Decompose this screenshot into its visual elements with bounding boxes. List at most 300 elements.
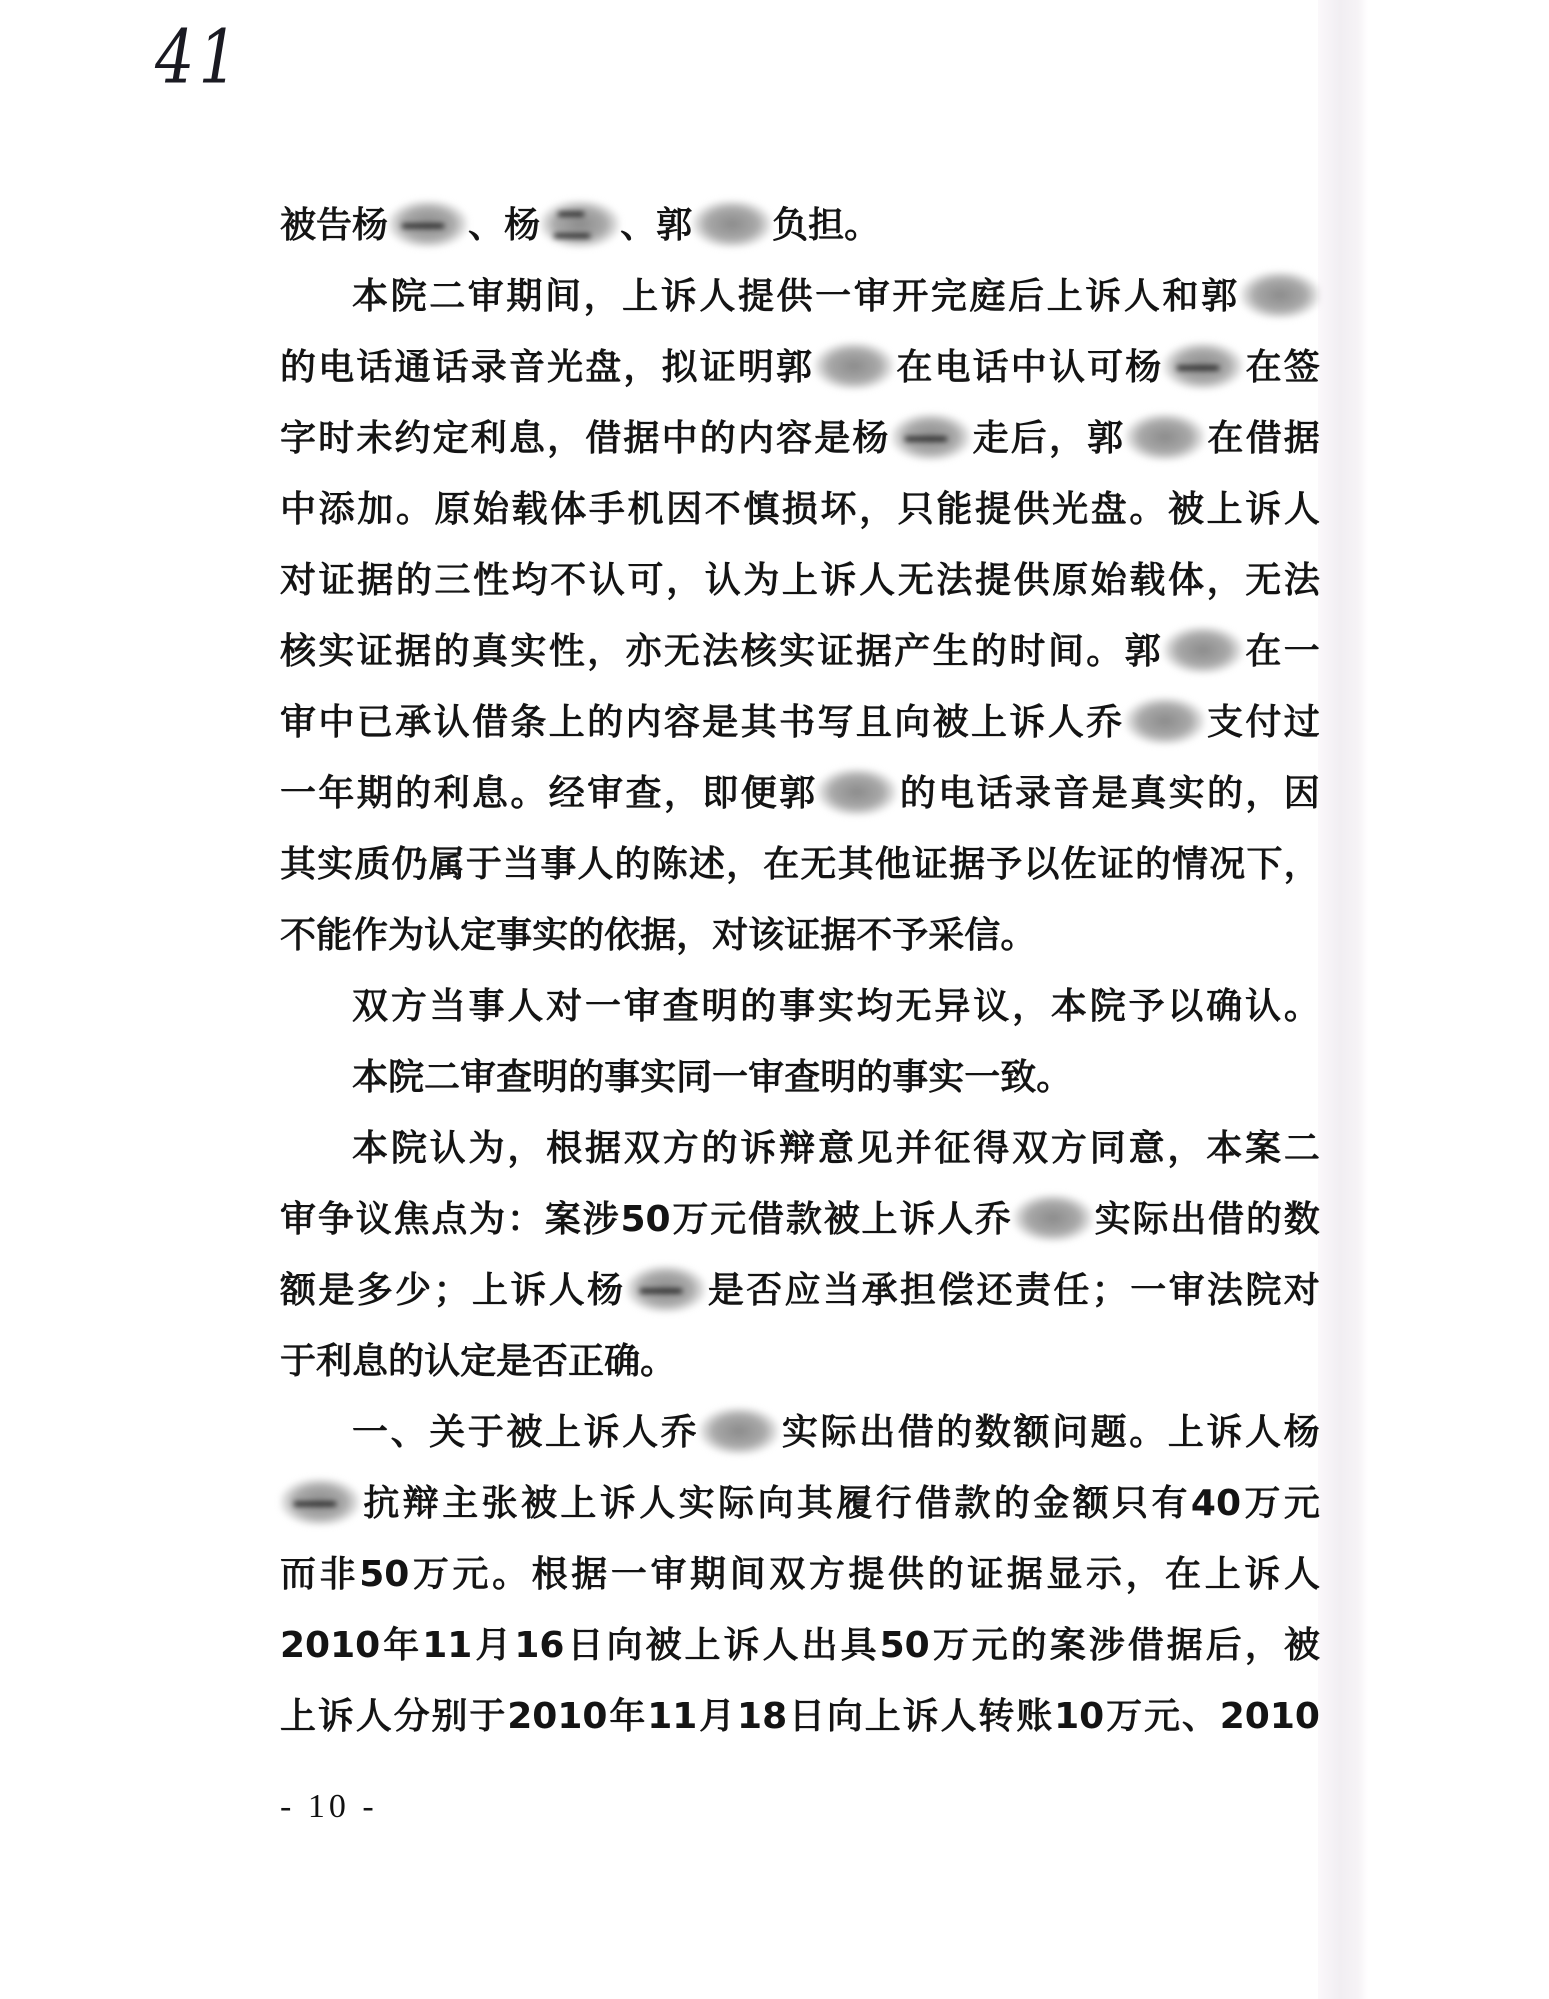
text-token: 杨	[1125, 347, 1162, 388]
text-token: 据	[584, 1128, 621, 1169]
text-token: 供	[1013, 489, 1050, 530]
text-token: 诉	[583, 1412, 620, 1453]
text-token: 息	[471, 773, 508, 814]
text-token: 方	[1050, 1128, 1087, 1169]
text-token: 加	[357, 489, 394, 530]
text-token: 被	[280, 205, 317, 246]
text-token: 提	[848, 1554, 885, 1595]
text-token: 偿	[938, 1270, 975, 1311]
text-token: 争	[317, 1199, 354, 1240]
text-token: 后	[1008, 276, 1045, 317]
text-token: 均	[856, 986, 893, 1027]
text-token: 音	[1053, 773, 1090, 814]
text-token: 人	[1245, 1412, 1282, 1453]
redacted-name	[1125, 413, 1205, 461]
text-token: 对	[546, 986, 583, 1027]
text-token: 同	[1089, 1128, 1126, 1169]
text-token: 一	[815, 276, 852, 317]
text-token: 本	[352, 1057, 389, 1098]
text-token: 法	[1206, 1270, 1243, 1311]
text-token: 的	[993, 1483, 1030, 1524]
text-token: 承	[395, 702, 432, 743]
text-token: 利	[470, 418, 507, 459]
text-line	[280, 906, 1320, 977]
text-token: 借	[1127, 1625, 1164, 1666]
text-token: 实	[1168, 773, 1205, 814]
text-token: 额	[1072, 1483, 1109, 1524]
text-token: 法	[936, 560, 973, 601]
text-token: 郭	[776, 347, 813, 388]
text-token: ，	[1125, 1554, 1162, 1595]
text-token: 案	[1245, 1128, 1282, 1169]
text-token: 。	[844, 205, 881, 246]
text-token: 产	[894, 631, 931, 672]
text-token: 借	[748, 1199, 785, 1240]
text-token: 约	[394, 418, 431, 459]
text-token: 可	[1087, 347, 1124, 388]
text-line	[280, 1190, 1320, 1261]
text-token: 证	[1097, 844, 1134, 885]
text-token: 院	[390, 1128, 427, 1169]
text-token: 仍	[391, 844, 428, 885]
text-token: 人	[1123, 276, 1160, 317]
text-token: 在	[896, 347, 933, 388]
text-token: 11	[647, 1696, 698, 1737]
text-token: 实	[928, 1057, 965, 1098]
text-token: 年	[318, 773, 355, 814]
text-token: 借	[1245, 418, 1282, 459]
text-token: 18	[737, 1696, 788, 1737]
text-token: 50	[359, 1554, 410, 1595]
text-token: 而	[280, 1554, 317, 1595]
text-token: 内	[625, 702, 662, 743]
text-token: 上	[1206, 489, 1243, 530]
text-token: 于	[467, 1412, 504, 1453]
text-token: 供	[1013, 560, 1050, 601]
text-line	[280, 835, 1320, 906]
text-token: 郭	[656, 205, 693, 246]
text-line	[280, 1474, 1320, 1545]
text-token: 事	[540, 844, 577, 885]
text-token: 一	[712, 1057, 749, 1098]
text-token: 查	[496, 1057, 533, 1098]
text-token: 事	[779, 986, 816, 1027]
text-token: 实	[640, 1057, 677, 1098]
text-line	[280, 480, 1320, 551]
text-token: 否	[532, 1341, 569, 1382]
text-token: 实	[1094, 1199, 1131, 1240]
text-token: 审	[587, 773, 624, 814]
text-token: 期	[356, 773, 393, 814]
text-token: 付	[1245, 702, 1282, 743]
text-token: 的	[568, 1057, 605, 1098]
text-token: 问	[1052, 1412, 1089, 1453]
text-token: 予	[892, 915, 929, 956]
text-token: 利	[433, 773, 470, 814]
text-token: 据	[1166, 1625, 1203, 1666]
text-token: 间	[544, 276, 581, 317]
text-token: 是	[496, 1341, 533, 1382]
text-token: 为	[388, 915, 425, 956]
text-token: 于	[469, 1696, 506, 1737]
text-token: 人	[639, 1483, 676, 1524]
text-token: 实	[779, 631, 816, 672]
text-token: 作	[352, 915, 389, 956]
text-token: 上	[544, 1412, 581, 1453]
text-token: 诉	[599, 1483, 636, 1524]
text-token: 对	[280, 560, 317, 601]
text-token: 确	[604, 1341, 641, 1382]
text-token: 后	[1205, 1625, 1242, 1666]
text-token: 意	[817, 1128, 854, 1169]
text-token: 于	[465, 844, 502, 885]
text-token: 被	[1168, 489, 1205, 530]
text-token: 一	[1130, 1270, 1167, 1311]
text-token: 2010	[1219, 1696, 1320, 1737]
text-token: 的	[433, 631, 470, 672]
redacted-name	[1125, 697, 1205, 745]
text-token: 据	[949, 844, 986, 885]
text-token: 事	[496, 915, 533, 956]
text-token: 并	[895, 1128, 932, 1169]
text-token: 实	[510, 631, 547, 672]
text-token: 证	[318, 560, 355, 601]
text-token: 始	[473, 489, 510, 530]
text-token: 确	[1206, 986, 1243, 1027]
text-token: 据	[820, 915, 857, 956]
text-token: ，	[1167, 1128, 1204, 1169]
text-token: 杨	[504, 205, 541, 246]
text-token: 始	[1090, 560, 1127, 601]
text-token: 的	[1206, 773, 1243, 814]
text-token: 本	[352, 1128, 389, 1169]
text-token: 证	[699, 347, 736, 388]
text-token: 未	[356, 418, 393, 459]
text-token: 。	[1036, 1057, 1073, 1098]
text-token: 审	[748, 1057, 785, 1098]
text-token: 否	[746, 1270, 783, 1311]
text-token: 在	[1207, 418, 1244, 459]
text-token: 人	[699, 276, 736, 317]
text-token: 二	[1283, 1128, 1320, 1169]
text-token: 诉	[1206, 1412, 1243, 1453]
text-token: 郭	[1201, 276, 1238, 317]
text-token: 中	[661, 418, 698, 459]
text-token: 慎	[743, 489, 780, 530]
text-token: 被	[823, 1199, 860, 1240]
text-token: 院	[388, 1057, 425, 1098]
text-token: 完	[930, 276, 967, 317]
text-token: 诉	[1085, 276, 1122, 317]
text-token: 审	[853, 276, 890, 317]
text-token: 以	[1023, 844, 1060, 885]
text-token: 借	[585, 418, 622, 459]
text-token: 信	[964, 915, 1001, 956]
text-token: 审	[280, 1199, 317, 1240]
text-token: 诉	[723, 1625, 760, 1666]
text-token: 出	[859, 1412, 896, 1453]
text-token: 根	[546, 1128, 583, 1169]
text-token: ，	[1245, 773, 1282, 814]
text-token: 能	[936, 489, 973, 530]
text-token: 元	[1283, 1483, 1320, 1524]
text-token: 述	[688, 844, 725, 885]
text-token: 在	[763, 844, 800, 885]
text-token: 上	[548, 702, 585, 743]
text-token: 。	[1000, 915, 1037, 956]
redacted-name	[692, 200, 772, 248]
text-token: 杨	[1283, 1412, 1320, 1453]
text-token: 定	[460, 1341, 497, 1382]
text-token: 双	[769, 1554, 806, 1595]
redacted-name	[626, 1265, 706, 1313]
text-token: 添	[318, 489, 355, 530]
scan-shadow-band	[1318, 0, 1368, 1999]
text-token: 议	[973, 986, 1010, 1027]
text-token: 庭	[969, 276, 1006, 317]
text-token: 方	[662, 1128, 699, 1169]
text-token: 上	[1046, 276, 1083, 317]
text-token: 日	[567, 1625, 604, 1666]
text-token: 抗	[363, 1483, 400, 1524]
text-token: 依	[604, 915, 641, 956]
text-token: 万	[932, 1625, 969, 1666]
text-token: 分	[393, 1696, 430, 1737]
text-line	[280, 1332, 1320, 1403]
text-token: 查	[662, 986, 699, 1027]
text-token: 音	[508, 347, 545, 388]
text-token: 据	[1283, 418, 1320, 459]
text-token: 根	[531, 1554, 568, 1595]
text-token: 际	[1132, 1199, 1169, 1240]
text-token: 的	[587, 702, 624, 743]
text-token: 负	[772, 205, 809, 246]
text-token: ，	[676, 915, 713, 956]
text-token: 光	[1052, 489, 1089, 530]
text-token: 辩	[402, 1483, 439, 1524]
text-token: 只	[1112, 1483, 1149, 1524]
text-token: 已	[356, 702, 393, 743]
document-body	[280, 196, 1320, 1758]
text-token: 的	[699, 418, 736, 459]
text-token: 他	[874, 844, 911, 885]
text-token: 明	[820, 1057, 857, 1098]
text-token: 郭	[1124, 631, 1161, 672]
text-token: 予	[986, 844, 1023, 885]
text-token: 乔	[975, 1199, 1012, 1240]
text-token: 损	[781, 489, 818, 530]
text-token: ，	[623, 347, 660, 388]
text-token: 无	[897, 560, 934, 601]
text-token: 通	[394, 347, 431, 388]
text-token: 利	[316, 1341, 353, 1382]
text-token: 涉	[1088, 1625, 1125, 1666]
text-token: 一	[352, 1412, 389, 1453]
text-token: 2010	[280, 1625, 381, 1666]
redacted-name	[814, 342, 894, 390]
text-token: 内	[737, 418, 774, 459]
text-token: 体	[550, 489, 587, 530]
text-token: 点	[431, 1199, 468, 1240]
text-token: 认	[1048, 347, 1085, 388]
text-token: 证	[967, 1554, 1004, 1595]
text-token: 向	[826, 1696, 863, 1737]
text-token: 支	[1206, 702, 1243, 743]
text-token: 当	[429, 986, 466, 1027]
text-token: ；	[1091, 1270, 1128, 1311]
text-token: 真	[1130, 773, 1167, 814]
text-token: 。	[640, 1341, 677, 1382]
text-token: 杨	[587, 1270, 624, 1311]
text-token: 光	[547, 347, 584, 388]
text-token: 郭	[779, 773, 816, 814]
text-token: ，	[587, 631, 624, 672]
text-token: 的	[388, 1341, 425, 1382]
text-token: 一	[280, 773, 317, 814]
text-token: 少	[395, 1270, 432, 1311]
text-token: 以	[1167, 986, 1204, 1027]
text-token: 年	[609, 1696, 646, 1737]
text-token: 乔	[660, 1412, 697, 1453]
text-token: 体	[1168, 560, 1205, 601]
text-token: 数	[1283, 1199, 1320, 1240]
text-line	[280, 1545, 1320, 1616]
text-token: 月	[699, 1696, 736, 1737]
text-token: 原	[1052, 560, 1089, 601]
text-token: 的	[936, 1412, 973, 1453]
text-token: 况	[1209, 844, 1246, 885]
text-token: 担	[808, 205, 845, 246]
text-token: 实	[532, 915, 569, 956]
text-token: 是	[1091, 773, 1128, 814]
text-token: 因	[666, 489, 703, 530]
text-token: 当	[503, 844, 540, 885]
text-token: 11	[422, 1625, 473, 1666]
text-line	[280, 977, 1320, 1048]
text-token: 实	[317, 844, 354, 885]
handwritten-page-mark: 41	[155, 12, 242, 101]
text-token: 40	[1190, 1483, 1242, 1524]
text-token: 时	[1009, 631, 1046, 672]
text-token: 间	[729, 1554, 766, 1595]
text-token: 一	[964, 1057, 1001, 1098]
text-token: 情	[1172, 844, 1209, 885]
text-line	[280, 1403, 1320, 1474]
text-token: 据	[623, 418, 660, 459]
text-token: 的	[614, 844, 651, 885]
text-token: 便	[740, 773, 777, 814]
text-token: 审	[467, 276, 504, 317]
text-token: ：	[506, 1199, 543, 1240]
text-token: 上	[622, 276, 659, 317]
text-token: 证	[911, 844, 948, 885]
text-token: 期	[690, 1554, 727, 1595]
text-token: ，	[859, 489, 896, 530]
text-token: 载	[1129, 560, 1166, 601]
text-token: 字	[280, 418, 317, 459]
text-token: 诉	[1009, 702, 1046, 743]
text-token: 本	[1206, 1128, 1243, 1169]
text-token: 案	[1049, 1625, 1086, 1666]
text-token: 其	[796, 1483, 833, 1524]
text-token: 的	[395, 773, 432, 814]
text-token: 人	[622, 1412, 659, 1453]
text-token: 事	[892, 1057, 929, 1098]
text-token: 案	[544, 1199, 581, 1240]
text-token: 16	[514, 1625, 565, 1666]
text-token: 、	[390, 1412, 427, 1453]
text-token: 录	[1015, 773, 1052, 814]
page-number: - 10 -	[280, 1788, 378, 1825]
text-token: ，	[547, 418, 584, 459]
text-token: 为	[468, 1128, 505, 1169]
text-token: 告	[316, 205, 353, 246]
text-token: 院	[1089, 986, 1126, 1027]
text-token: 主	[442, 1483, 479, 1524]
text-token: ，	[507, 1128, 544, 1169]
text-token: 均	[511, 560, 548, 601]
text-token: 辩	[779, 1128, 816, 1169]
redacted-name	[1163, 342, 1243, 390]
text-token: 、	[620, 205, 657, 246]
text-token: 借	[915, 1483, 952, 1524]
text-token: 下	[1246, 844, 1283, 885]
text-token: 上	[861, 1199, 898, 1240]
text-token: 上	[684, 1625, 721, 1666]
text-token: 盘	[585, 347, 622, 388]
text-token: 金	[1033, 1483, 1070, 1524]
text-token: 陈	[651, 844, 688, 885]
text-token: 责	[1015, 1270, 1052, 1311]
text-token: 提	[737, 276, 774, 317]
text-token: 因	[1283, 773, 1320, 814]
text-token: 征	[934, 1128, 971, 1169]
text-token: 审	[623, 986, 660, 1027]
text-token: 50	[879, 1625, 930, 1666]
text-token: ，	[583, 276, 620, 317]
text-token: 话	[972, 347, 1009, 388]
text-token: 上	[971, 702, 1008, 743]
text-token: 明	[737, 347, 774, 388]
text-token: 际	[718, 1483, 755, 1524]
text-token: 上	[781, 560, 818, 601]
text-line	[280, 764, 1320, 835]
text-token: 为	[743, 560, 780, 601]
text-token: 二	[429, 276, 466, 317]
text-token: 是	[318, 1270, 355, 1311]
text-token: 诉	[317, 1696, 354, 1737]
text-token: 显	[1046, 1554, 1083, 1595]
text-token: 具	[840, 1625, 877, 1666]
text-token: 被	[645, 1625, 682, 1666]
text-token: 2010	[507, 1696, 608, 1737]
text-token: 供	[776, 276, 813, 317]
text-token: 定	[460, 915, 497, 956]
text-token: 在	[1245, 631, 1282, 672]
text-token: 双	[352, 986, 389, 1027]
text-token: 诉	[1244, 1554, 1281, 1595]
text-token: 审	[1168, 1270, 1205, 1311]
text-token: 转	[978, 1696, 1015, 1737]
redacted-name	[540, 200, 620, 248]
text-token: 上	[560, 1483, 597, 1524]
text-token: ，	[1283, 844, 1320, 885]
text-token: 月	[475, 1625, 512, 1666]
text-token: 人	[940, 1696, 977, 1737]
text-token: 上	[471, 1270, 508, 1311]
text-token: 经	[548, 773, 585, 814]
text-token: 诉	[510, 1270, 547, 1311]
